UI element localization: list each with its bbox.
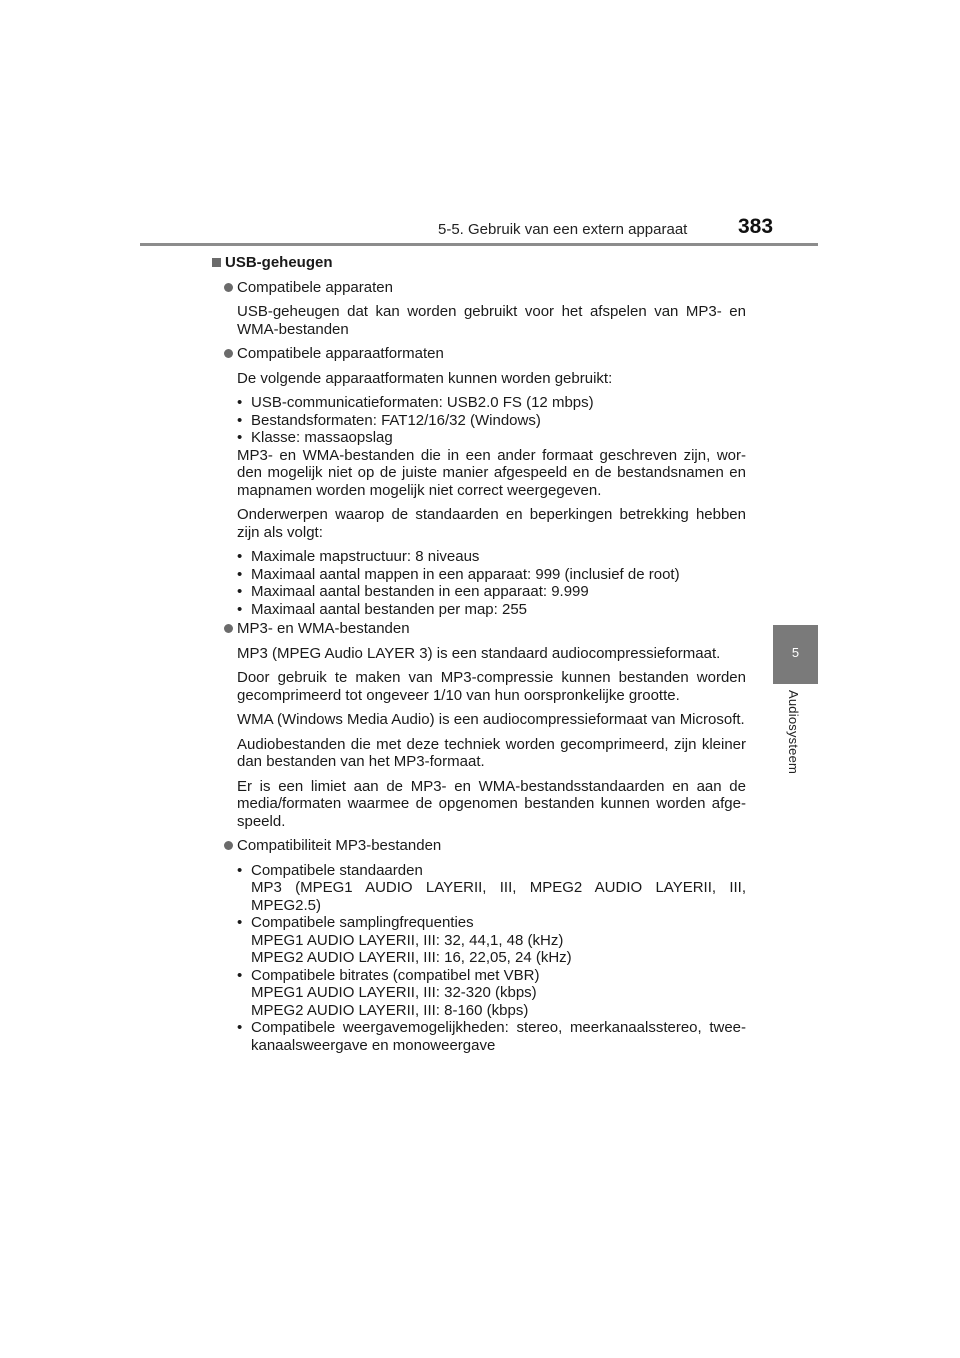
list-item: • USB-communicatieformaten: USB2.0 FS (12 mbps): [237, 394, 594, 411]
list-item: • Compatibele standaarden MP3 (MPEG1 AUDIO LAYERII, III, MPEG2 AUDIO LAYERII, III, MPEG2.5): [237, 861, 746, 914]
paragraph: De volgende apparaatformaten kunnen worden gebruikt:: [237, 369, 613, 387]
list-item: • Compatibele samplingfrequenties MPEG1 AUDIO LAYERII, III: 32, 44,1, 48 (kHz) MPEG2 AUDIO LAYERII, III: 16, 22,05, 24 (kHz): [237, 914, 572, 966]
page-content: [212, 254, 746, 1054]
circle-bullet-icon: [224, 349, 233, 358]
paragraph: Door gebruik te maken van MP3-compressie kunnen bestanden worden gecomprimeerd tot ongeveer 1/10 van hun oorspronkelijke grootte.: [237, 669, 746, 704]
list-item: • Maximaal aantal bestanden per map: 255: [237, 600, 528, 618]
subheading-devices: [212, 279, 746, 297]
section-heading: [212, 254, 746, 272]
subheading-text: MP3- en WMA-bestanden: [237, 620, 410, 637]
square-bullet-icon: [212, 258, 221, 267]
limits-list: [237, 548, 746, 618]
paragraph: Audiobestanden die met deze techniek worden gecomprimeerd, zijn kleiner dan bestanden van het MP3-formaat.: [237, 735, 746, 770]
list-item: • Maximaal aantal bestanden in een apparaat: 9.999: [237, 583, 589, 600]
subheading-compat: [212, 837, 746, 855]
subheading-mp3wma: [212, 620, 746, 638]
list-item: • Maximale mapstructuur: 8 niveaus: [237, 548, 480, 565]
list-item: • Bestandsformaten: FAT12/16/32 (Windows): [237, 411, 541, 429]
paragraph: WMA (Windows Media Audio) is een audiocompressieformaat van Microsoft.: [237, 711, 745, 728]
chapter-tab[interactable]: 5: [773, 625, 818, 684]
subheading-formats: [212, 345, 746, 363]
formats-list: [237, 394, 746, 447]
subheading-text: Compatibele apparaten: [237, 278, 393, 296]
page-number: 383: [738, 215, 774, 238]
section-heading-text: USB-geheugen: [225, 254, 333, 271]
paragraph: USB-geheugen dat kan worden gebruikt voor het afspelen van MP3- en WMA-bestanden: [237, 303, 746, 338]
section-title: 5-5. Gebruik van een extern apparaat: [438, 221, 688, 238]
list-item: • Compatibele bitrates (compatibel met VBR) MPEG1 AUDIO LAYERII, III: 32-320 (kbps) MPEG2 AUDIO LAYERII, III: 8-160 (kbps): [237, 966, 540, 1019]
circle-bullet-icon: [224, 283, 233, 292]
list-item: • Compatibele weergavemogelijkheden: stereo, meerkanaalsstereo, twee-kanaalsweergave en monoweergave: [237, 1019, 746, 1054]
paragraph: MP3- en WMA-bestanden die in een ander formaat geschreven zijn, wor-den mogelijk niet op de juiste manier afgespeeld en de bestandsnamen en mapnamen worden mogelijk niet correct weergegeven.: [237, 446, 746, 499]
circle-bullet-icon: [224, 624, 233, 633]
paragraph: MP3 (MPEG Audio LAYER 3) is een standaard audiocompressieformaat.: [237, 644, 721, 662]
subheading-text: Compatibiliteit MP3-bestanden: [237, 837, 442, 854]
list-item: • Klasse: massaopslag: [237, 429, 393, 446]
compat-list: [237, 862, 746, 1055]
paragraph: Er is een limiet aan de MP3- en WMA-bestandsstandaarden en aan de media/formaten waarmee de opgenomen bestanden kunnen worden afge-speeld.: [237, 777, 746, 830]
circle-bullet-icon: [224, 841, 233, 850]
paragraph: Onderwerpen waarop de standaarden en beperkingen betrekking hebben zijn als volgt:: [237, 506, 746, 541]
header-divider: [140, 243, 818, 246]
subheading-text: Compatibele apparaatformaten: [237, 345, 444, 362]
chapter-label: Audiosysteem: [786, 690, 801, 775]
list-item: • Maximaal aantal mappen in een apparaat: 999 (inclusief de root): [237, 565, 680, 583]
